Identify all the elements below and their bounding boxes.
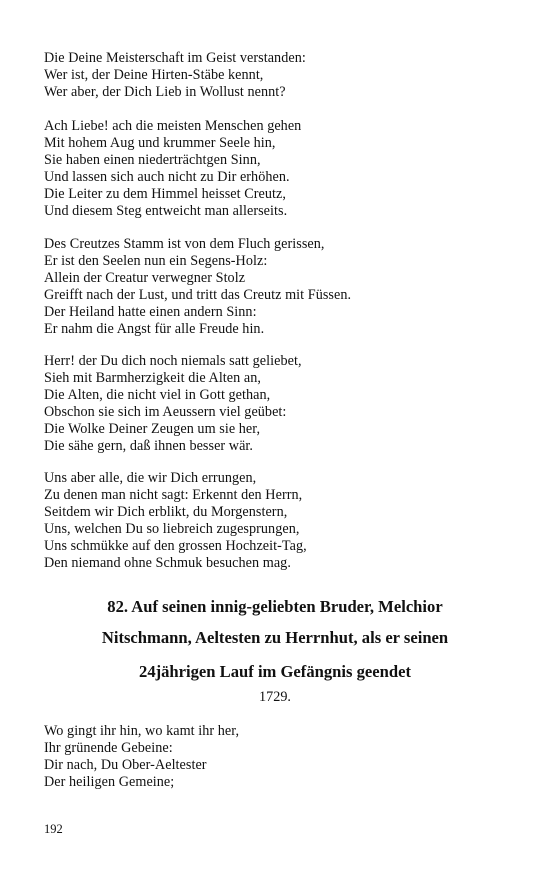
new-poem-stanza-1 bbox=[44, 723, 239, 791]
verse-line: Wer aber, der Dich Lieb in Wollust nennt? bbox=[44, 84, 286, 100]
verse-line: Den niemand ohne Schmuk besuchen mag. bbox=[44, 555, 291, 571]
verse-line: Der Heiland hatte einen andern Sinn: bbox=[44, 304, 257, 320]
poem-heading-line-1: 82. Auf seinen innig-geliebten Bruder, Melchior bbox=[107, 597, 443, 616]
stanza-1 bbox=[44, 50, 306, 101]
verse-line: Obschon sie sich im Aeussern viel geübet: bbox=[44, 404, 287, 420]
verse-line: Er nahm die Angst für alle Freude hin. bbox=[44, 321, 265, 337]
poem-heading-line-2: Nitschmann, Aeltesten zu Herrnhut, als er seinen bbox=[101, 628, 449, 647]
page-number: 192 bbox=[44, 822, 63, 836]
verse-line: Ach Liebe! ach die meisten Menschen gehen bbox=[44, 118, 302, 134]
verse-line: Uns aber alle, die wir Dich errungen, bbox=[44, 470, 257, 486]
verse-line: Sieh mit Barmherzigkeit die Alten an, bbox=[44, 370, 261, 386]
verse-line: Die Wolke Deiner Zeugen um sie her, bbox=[44, 421, 261, 437]
verse-line: Die Deine Meisterschaft im Geist verstanden: bbox=[44, 50, 306, 66]
verse-line: Greifft nach der Lust, und tritt das Creutz mit Füssen. bbox=[44, 287, 352, 303]
verse-line: Uns, welchen Du so liebreich zugesprungen, bbox=[44, 521, 300, 537]
verse-line: Die Leiter zu dem Himmel heisset Creutz, bbox=[44, 186, 286, 202]
verse-line: Wer ist, der Deine Hirten-Stäbe kennt, bbox=[44, 67, 264, 83]
verse-line: Und lassen sich auch nicht zu Dir erhöhen. bbox=[44, 169, 290, 185]
verse-line: Ihr grünende Gebeine: bbox=[44, 740, 173, 756]
verse-line: Des Creutzes Stamm ist von dem Fluch gerissen, bbox=[44, 236, 325, 252]
stanza-5 bbox=[44, 470, 307, 572]
stanza-3 bbox=[44, 236, 351, 338]
verse-line: Allein der Creatur verwegner Stolz bbox=[44, 270, 246, 286]
verse-line: Er ist den Seelen nun ein Segens-Holz: bbox=[44, 253, 268, 269]
verse-line: Seitdem wir Dich erblikt, du Morgenstern, bbox=[44, 504, 288, 520]
verse-line: Die sähe gern, daß ihnen besser wär. bbox=[44, 438, 254, 454]
stanza-2 bbox=[44, 118, 301, 220]
verse-line: Dir nach, Du Ober-Aeltester bbox=[44, 757, 207, 773]
verse-line: Die Alten, die nicht viel in Gott gethan, bbox=[44, 387, 271, 403]
stanza-4 bbox=[44, 353, 302, 455]
poem-heading-line-3: 24jährigen Lauf im Gefängnis geendet bbox=[139, 662, 411, 681]
verse-line: Sie haben einen niederträchtgen Sinn, bbox=[44, 152, 261, 168]
verse-line: Wo gingt ihr hin, wo kamt ihr her, bbox=[44, 723, 240, 739]
verse-line: Zu denen man nicht sagt: Erkennt den Herrn, bbox=[44, 487, 303, 503]
poem-year: 1729. bbox=[259, 689, 291, 705]
verse-line: Der heiligen Gemeine; bbox=[44, 774, 175, 790]
verse-line: Uns schmükke auf den grossen Hochzeit-Tag, bbox=[44, 538, 307, 554]
verse-line: Und diesem Steg entweicht man allerseits. bbox=[44, 203, 288, 219]
verse-line: Mit hohem Aug und krummer Seele hin, bbox=[44, 135, 276, 151]
verse-line: Herr! der Du dich noch niemals satt geliebet, bbox=[44, 353, 302, 369]
